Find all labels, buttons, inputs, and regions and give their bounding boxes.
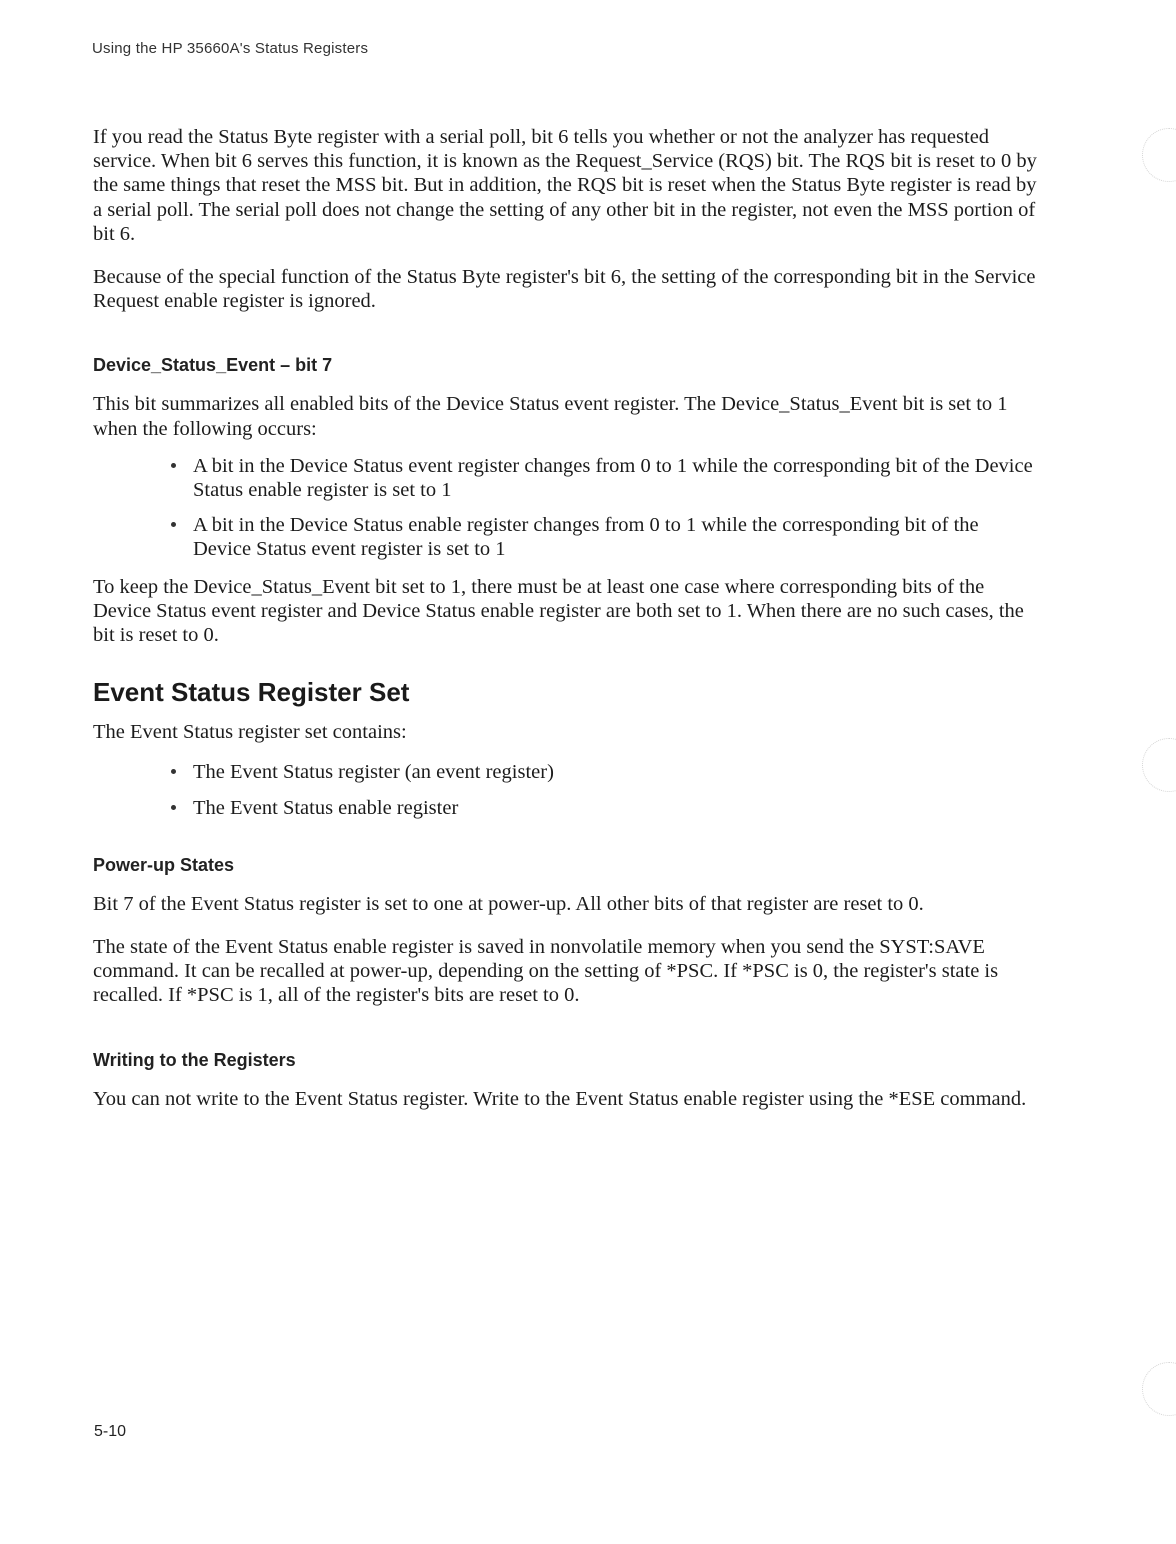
punch-hole-mark [1142, 738, 1176, 792]
list-item-text: The Event Status register (an event register) [193, 761, 554, 784]
event-status-list [93, 760, 1038, 819]
punch-hole-mark [1142, 128, 1176, 182]
power-up-paragraph-1: Bit 7 of the Event Status register is set to one at power-up. All other bits of that register are reset to 0. [93, 892, 924, 915]
list-item [93, 760, 1038, 784]
power-up-paragraph-2: The state of the Event Status enable register is saved in nonvolatile memory when you send the SYST:SAVE command. It can be recalled at power-up, depending on the setting of *PSC. If *PSC is 0, the register's state is recalled. If *PSC is 1, all of the register's bits are reset to 0. [93, 936, 999, 1007]
power-up-heading: Power-up States [93, 854, 235, 875]
device-status-event-intro: This bit summarizes all enabled bits of the Device Status event register. The Device_Status_Event bit is set to 1 when the following occurs: [93, 393, 1008, 440]
page-number: 5-10 [94, 1423, 127, 1440]
list-item [93, 454, 1038, 502]
writing-paragraph: You can not write to the Event Status register. Write to the Event Status enable register using the *ESE command. [93, 1087, 1027, 1110]
event-status-intro: The Event Status register set contains: [93, 721, 407, 744]
device-status-event-heading: Device_Status_Event – bit 7 [93, 355, 333, 376]
device-status-event-list [93, 454, 1038, 562]
event-status-heading: Event Status Register Set [93, 677, 410, 708]
bullet-icon [171, 522, 176, 527]
list-item [93, 513, 1038, 561]
rqs-paragraph: If you read the Status Byte register with a serial poll, bit 6 tells you whether or not the analyzer has requested service. When bit 6 serves this function, it is known as the Request_Service (RQS) bit. The RQS bit is reset to 0 by the same things that reset the MSS bit. But in addition, the RQS bit is reset when the Status Byte register is read by a serial poll. The serial poll does not change the setting of any other bit in the register, not even the MSS portion of bit 6. [93, 126, 1037, 245]
page-body [93, 125, 1038, 1111]
list-item-text: A bit in the Device Status event register changes from 0 to 1 while the corresponding bit of the Device Status enable register is set to 1 [193, 454, 1033, 502]
special-function-paragraph: Because of the special function of the Status Byte register's bit 6, the setting of the corresponding bit in the Service Request enable register is ignored. [93, 266, 1036, 313]
bullet-icon [171, 463, 176, 468]
writing-heading: Writing to the Registers [93, 1049, 296, 1070]
list-item-text: The Event Status enable register [193, 796, 459, 819]
list-item [93, 796, 1038, 820]
punch-hole-mark [1142, 1362, 1176, 1416]
running-head: Using the HP 35660A's Status Registers [92, 40, 369, 57]
list-item-text: A bit in the Device Status enable register changes from 0 to 1 while the corresponding bit of the Device Status event register is set to 1 [193, 514, 979, 561]
bullet-icon [171, 805, 176, 810]
bullet-icon [171, 769, 176, 774]
keep-set-paragraph: To keep the Device_Status_Event bit set to 1, there must be at least one case where corresponding bits of the Device Status event register and Device Status enable register are both set to 1. When there are no such cases, the bit is reset to 0. [93, 575, 1024, 647]
